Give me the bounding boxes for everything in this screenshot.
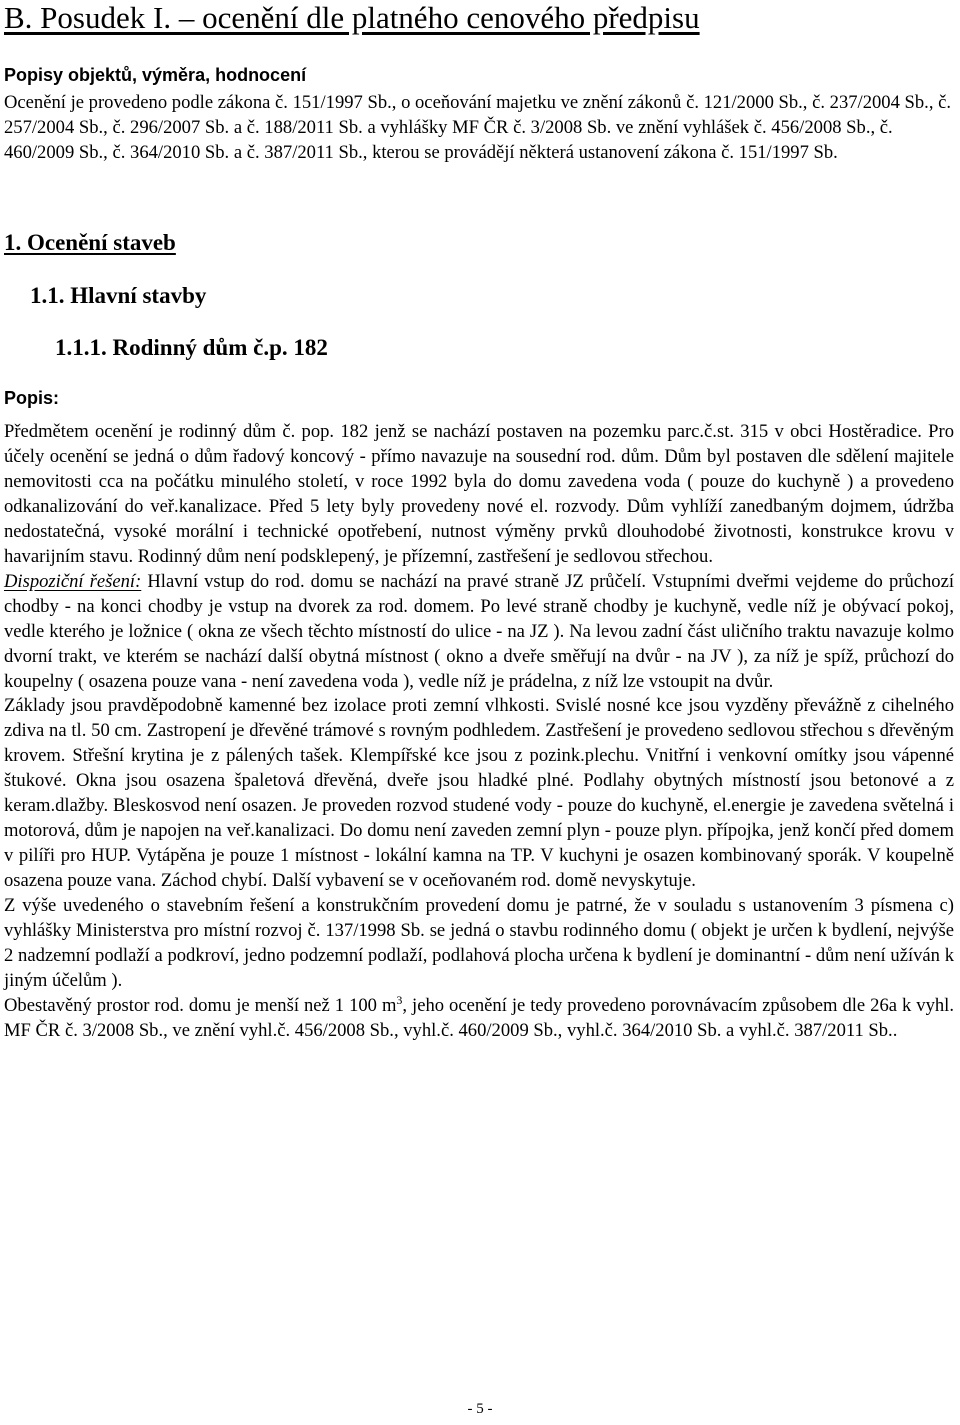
heading-rodinny-dum: 1.1.1. Rodinný dům č.p. 182	[55, 335, 328, 360]
paragraph-classification: Z výše uvedeného o stavebním řešení a konstrukčním provedení domu je patrné, že v souladu s ustanovením 3 písmena c) vyhlášky Ministerstva pro místní rozvoj č. 137/1998 Sb. se jedná o stavbu rodinného domu ( objekt je určen k bydlení, nejvýše 2 nadzemní podlaží a podkroví, jedno podzemní podlaží, podlahová plocha určena k bydlení je dominantní - dům není užíván k jiným účelům ).	[4, 895, 954, 991]
page-title: B. Posudek I. – ocenění dle platného cenového předpisu	[4, 0, 700, 35]
page-number: - 5 -	[467, 1401, 493, 1417]
paragraph-description: Předmětem ocenění je rodinný dům č. pop. 182 jenž se nachází postaven na pozemku parc.č.st. 315 v obci Hostěradice. Pro účely ocenění se jedná o dům řadový koncový - přímo navazuje na sousední rod. dům. Dům byl postaven dle sdělení majitele nemovitosti cca na počátku minulého století, v roce 1992 byla do domu zavedena voda ( pouze do kuchyně ) a provedeno odkanalizování do veř.kanalizace. Před 5 lety byly provedeny nové el. rozvody. Dům vyhlíží zanedbaným dojmem, údržba nedostatečná, vysoké morální i technické opotřebení, nutnost výměny prvků dlouhodobé životnosti, konstrukce krovu v havarijním stavu. Rodinný dům není podsklepený, je přízemní, zastřešení je sedlovou střechou.	[4, 421, 954, 567]
description-body	[4, 420, 954, 1044]
cubic-superscript: 3	[396, 992, 403, 1007]
disposition-label: Dispoziční řešení:	[4, 570, 142, 592]
popis-label: Popis:	[4, 388, 60, 408]
section-heading: Popisy objektů, výměra, hodnocení	[4, 65, 307, 85]
paragraph-valuation-method	[4, 994, 954, 1044]
heading-oceneni-staveb: 1. Ocenění staveb	[4, 230, 176, 255]
valuation-text-start: Obestavěný prostor rod. domu je menší než 1 100 m	[4, 994, 397, 1016]
paragraph-construction: Základy jsou pravděpodobně kamenné bez izolace proti zemní vlhkosti. Svislé nosné kce jsou vyzděny převážně z cihelného zdiva na tl. 50 cm. Zastropení je dřevěné trámové s rovným podhledem. Zastřešení je provedeno sedlovou střechou s dřevěným krovem. Střešní krytina je z pálených tašek. Klempířské kce jsou z pozink.plechu. Vnitřní i venkovní omítky jsou vápenné štukové. Okna jsou osazena špaletová dřevěná, dveře jsou hladké plné. Podlahy obytných místností jsou betonové a z keram.dlažby. Bleskosvod není osazen. Je proveden rozvod studené vody - pouze do kuchyně, el.energie je zavedena světelná i motorová, dům je napojen na veř.kanalizaci. Do domu není zaveden zemní plyn - pouze plyn. přípojka, jenž končí před domem v pilíři pro HUP. Vytápěna je pouze 1 místnost - lokální kamna na TP. V kuchyni je osazen kombinovaný sporák. V koupelně osazena pouze vana. Záchod chybí. Další vybavení se v oceňovaném rod. domě nevyskytuje.	[4, 695, 954, 892]
intro-paragraph: Ocenění je provedeno podle zákona č. 151/1997 Sb., o oceňování majetku ve znění zákonů č. 121/2000 Sb., č. 237/2004 Sb., č. 257/2004 Sb., č. 296/2007 Sb. a č. 188/2011 Sb. a vyhlášky MF ČR č. 3/2008 Sb. ve znění vyhlášek č. 456/2008 Sb., č. 460/2009 Sb., č. 364/2010 Sb. a č. 387/2011 Sb., kterou se provádějí některá ustanovení zákona č. 151/1997 Sb.	[4, 92, 952, 164]
paragraph-disposition	[4, 570, 954, 695]
disposition-text: Hlavní vstup do rod. domu se nachází na pravé straně JZ průčelí. Vstupními dveřmi vejdeme do průchozí chodby - na konci chodby je vstup na dvorek za rod. domem. Po levé straně chodby je kuchyně, vedle níž je obývací pokoj, vedle kterého je ložnice ( okna ze všech těchto místností do ulice - na JZ ). Na levou zadní část uličního traktu navazuje kolmo dvorní trakt, ve kterém se nachází další obytná místnost ( okno a dveře směřují na dvůr - na JV ), za níž je spíž, průchozí do koupelny ( osazena pouze vana - není zavedena voda ), vedle níž je prádelna, z níž lze vstoupit na dvůr.	[4, 570, 955, 692]
heading-hlavni-stavby: 1.1. Hlavní stavby	[30, 283, 207, 308]
valuation-text-end: , jeho ocenění je tedy provedeno porovnávacím způsobem dle 26a k vyhl. MF ČR č. 3/2008 Sb., ve znění vyhl.č. 456/2008 Sb., vyhl.č. 460/2009 Sb., vyhl.č. 364/2010 Sb. a vyhl.č. 387/2011 Sb..	[4, 994, 954, 1041]
